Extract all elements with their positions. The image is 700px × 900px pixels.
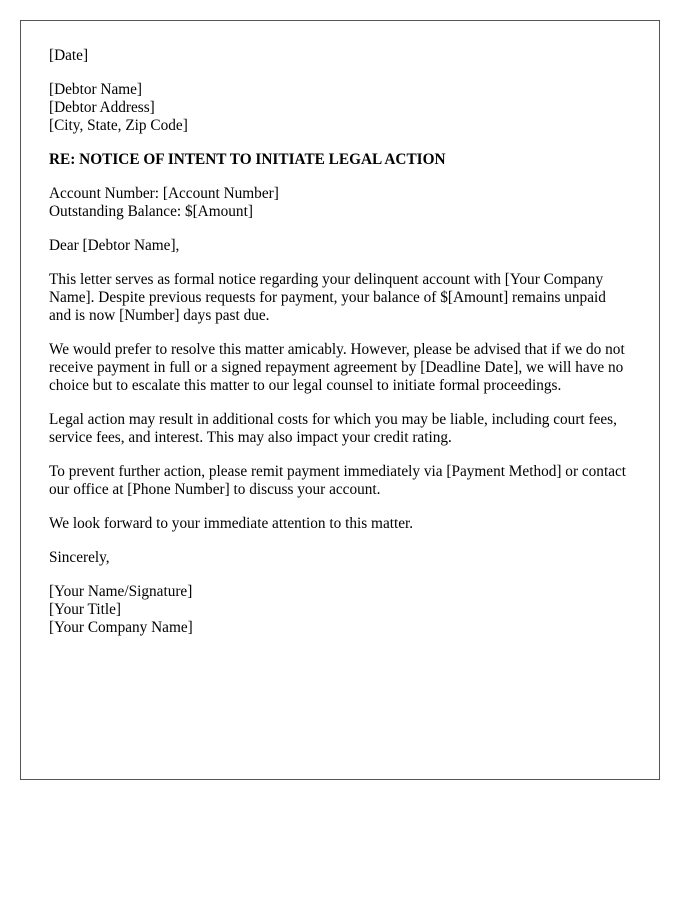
account-number: Account Number: [Account Number] — [49, 185, 279, 202]
account-info-block — [49, 185, 631, 221]
closing: Sincerely, — [49, 549, 110, 566]
signature-name: [Your Name/Signature] — [49, 583, 193, 600]
paragraph-legal-costs: Legal action may result in additional costs for which you may be liable, including court fees, service fees, and interest. This may also impact your credit rating. — [49, 411, 617, 446]
debtor-city-state-zip: [City, State, Zip Code] — [49, 117, 188, 134]
letter-page — [20, 20, 660, 780]
outstanding-balance: Outstanding Balance: $[Amount] — [49, 203, 253, 220]
signature-block — [49, 583, 631, 637]
signature-company: [Your Company Name] — [49, 619, 193, 636]
letter-date: [Date] — [49, 47, 89, 64]
letter-date-block — [49, 47, 631, 65]
paragraph-resolution: We would prefer to resolve this matter amicably. However, please be advised that if we do not receive payment in full or a signed repayment agreement by [Deadline Date], we will have no choice but to escalate this matter to our legal counsel to initiate formal proceedings. — [49, 341, 625, 394]
paragraph-payment-instructions: To prevent further action, please remit payment immediately via [Payment Method] or contact our office at [Phone Number] to discuss your account. — [49, 463, 627, 498]
debtor-address: [Debtor Address] — [49, 99, 155, 116]
salutation: Dear [Debtor Name], — [49, 237, 180, 254]
debtor-address-block — [49, 81, 631, 135]
signature-title: [Your Title] — [49, 601, 121, 618]
letter-subject: RE: NOTICE OF INTENT TO INITIATE LEGAL ACTION — [49, 151, 446, 168]
debtor-name: [Debtor Name] — [49, 81, 143, 98]
paragraph-attention: We look forward to your immediate attention to this matter. — [49, 515, 414, 532]
paragraph-notice: This letter serves as formal notice regarding your delinquent account with [Your Company Name]. Despite previous requests for payment, your balance of $[Amount] remains unpaid and is now [Number] days past due. — [49, 271, 606, 324]
